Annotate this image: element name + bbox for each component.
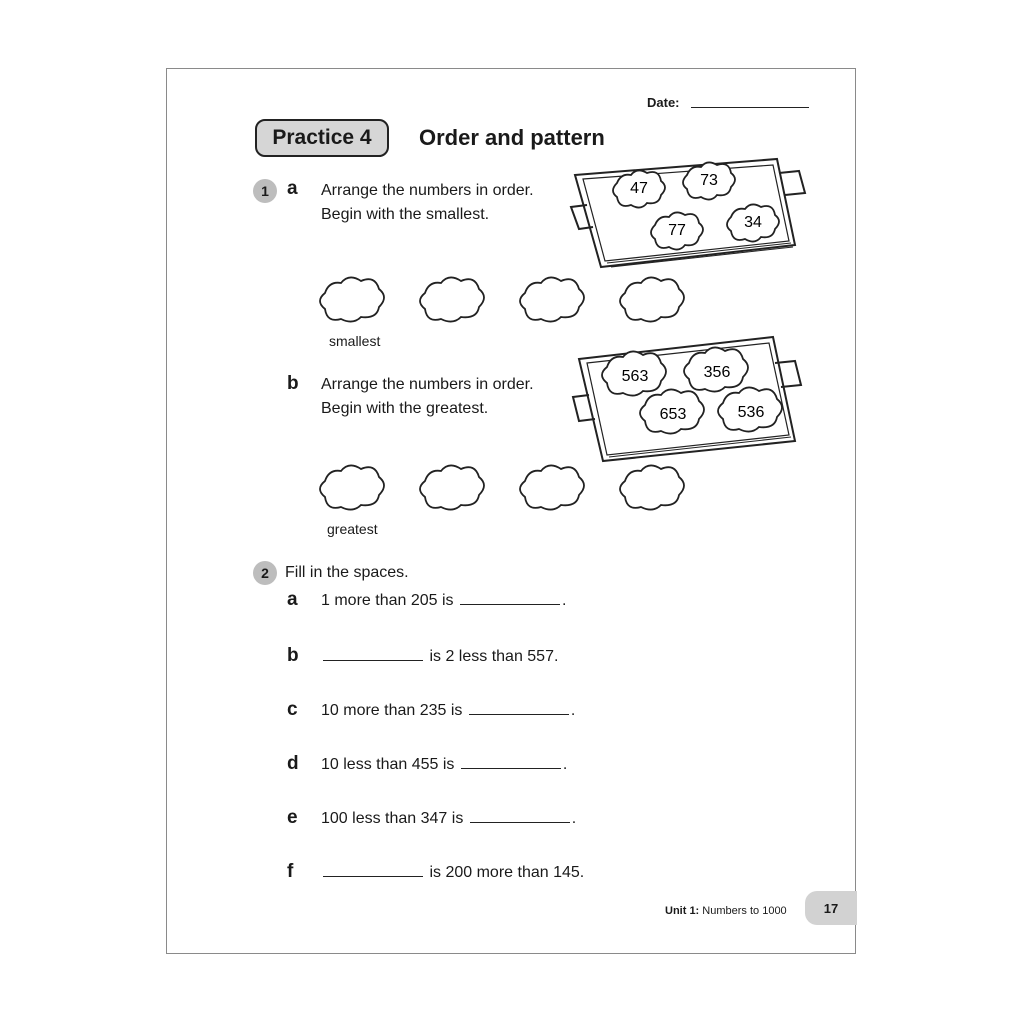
date-label: Date: <box>647 95 680 110</box>
tray-b-illustration <box>567 333 807 465</box>
footer-unit-title: Numbers to 1000 <box>702 905 787 917</box>
q2-instruction: Fill in the spaces. <box>285 564 409 581</box>
tray-b-number-2: 356 <box>703 364 731 381</box>
q1a-caption: smallest <box>329 333 381 349</box>
q2b-after: is 2 less than 557. <box>429 648 559 665</box>
q2f-letter: f <box>287 861 294 882</box>
q1b-letter: b <box>287 373 299 394</box>
q2e-blank[interactable] <box>470 822 570 823</box>
page-number: 17 <box>805 891 857 925</box>
q2f-after: is 200 more than 145. <box>429 864 585 881</box>
q2c-blank[interactable] <box>469 714 569 715</box>
tray-a-number-4: 34 <box>744 214 762 231</box>
q1b-line1: Arrange the numbers in order. <box>321 376 534 393</box>
q2f-text <box>321 861 584 885</box>
q1b-answer-cookies <box>317 461 707 521</box>
q2b-text <box>321 645 558 669</box>
q1a-instructions <box>321 179 534 227</box>
q1a-line2: Begin with the smallest. <box>321 206 490 223</box>
q2c-before: 10 more than 235 is <box>321 702 463 719</box>
q1b-caption: greatest <box>327 521 378 537</box>
q1b-instructions <box>321 373 534 421</box>
q1b-answer-slot-4[interactable] <box>620 465 684 509</box>
q1a-answer-slot-3[interactable] <box>520 277 584 321</box>
q2a-blank[interactable] <box>460 604 560 605</box>
q1a-answer-slot-1[interactable] <box>320 277 384 321</box>
tray-a-number-2: 73 <box>700 172 718 189</box>
q1a-answer-slot-4[interactable] <box>620 277 684 321</box>
q2c-letter: c <box>287 699 298 720</box>
q1a-answer-cookies <box>317 273 707 333</box>
q1a-answer-slot-2[interactable] <box>420 277 484 321</box>
q1b-line2: Begin with the greatest. <box>321 400 489 417</box>
q1b-answer-slot-2[interactable] <box>420 465 484 509</box>
q1b-answer-slot-1[interactable] <box>320 465 384 509</box>
practice-badge: Practice 4 <box>255 119 389 157</box>
date-blank[interactable] <box>691 107 809 108</box>
tray-a-number-1: 47 <box>630 180 648 197</box>
q2e-before: 100 less than 347 is <box>321 810 464 827</box>
footer-unit <box>665 905 787 917</box>
q2e-text <box>321 807 576 831</box>
tray-b-number-1: 563 <box>621 368 649 385</box>
q2b-letter: b <box>287 645 299 666</box>
tray-b-number-4: 536 <box>737 404 765 421</box>
q2b-blank[interactable] <box>323 660 423 661</box>
q2e-after: . <box>571 810 577 827</box>
q2a-text <box>321 589 566 613</box>
question-2-number: 2 <box>253 561 277 585</box>
q2d-letter: d <box>287 753 299 774</box>
page-title: Order and pattern <box>419 125 605 150</box>
q2f-blank[interactable] <box>323 876 423 877</box>
q2d-blank[interactable] <box>461 768 561 769</box>
q2c-after: . <box>570 702 576 719</box>
q1a-letter: a <box>287 178 298 199</box>
question-1-number: 1 <box>253 179 277 203</box>
q2d-text <box>321 753 567 777</box>
tray-b-number-3: 653 <box>659 406 687 423</box>
footer-unit-label: Unit 1: <box>665 905 700 917</box>
tray-a-number-3: 77 <box>668 222 686 239</box>
tray-a-illustration <box>567 155 807 273</box>
q2e-letter: e <box>287 807 298 828</box>
q2d-after: . <box>562 756 568 773</box>
q2c-text <box>321 699 575 723</box>
q2d-before: 10 less than 455 is <box>321 756 455 773</box>
q2a-letter: a <box>287 589 298 610</box>
q2a-before: 1 more than 205 is <box>321 592 454 609</box>
q2a-after: . <box>561 592 567 609</box>
q1b-answer-slot-3[interactable] <box>520 465 584 509</box>
worksheet-page <box>166 68 856 954</box>
q1a-line1: Arrange the numbers in order. <box>321 182 534 199</box>
